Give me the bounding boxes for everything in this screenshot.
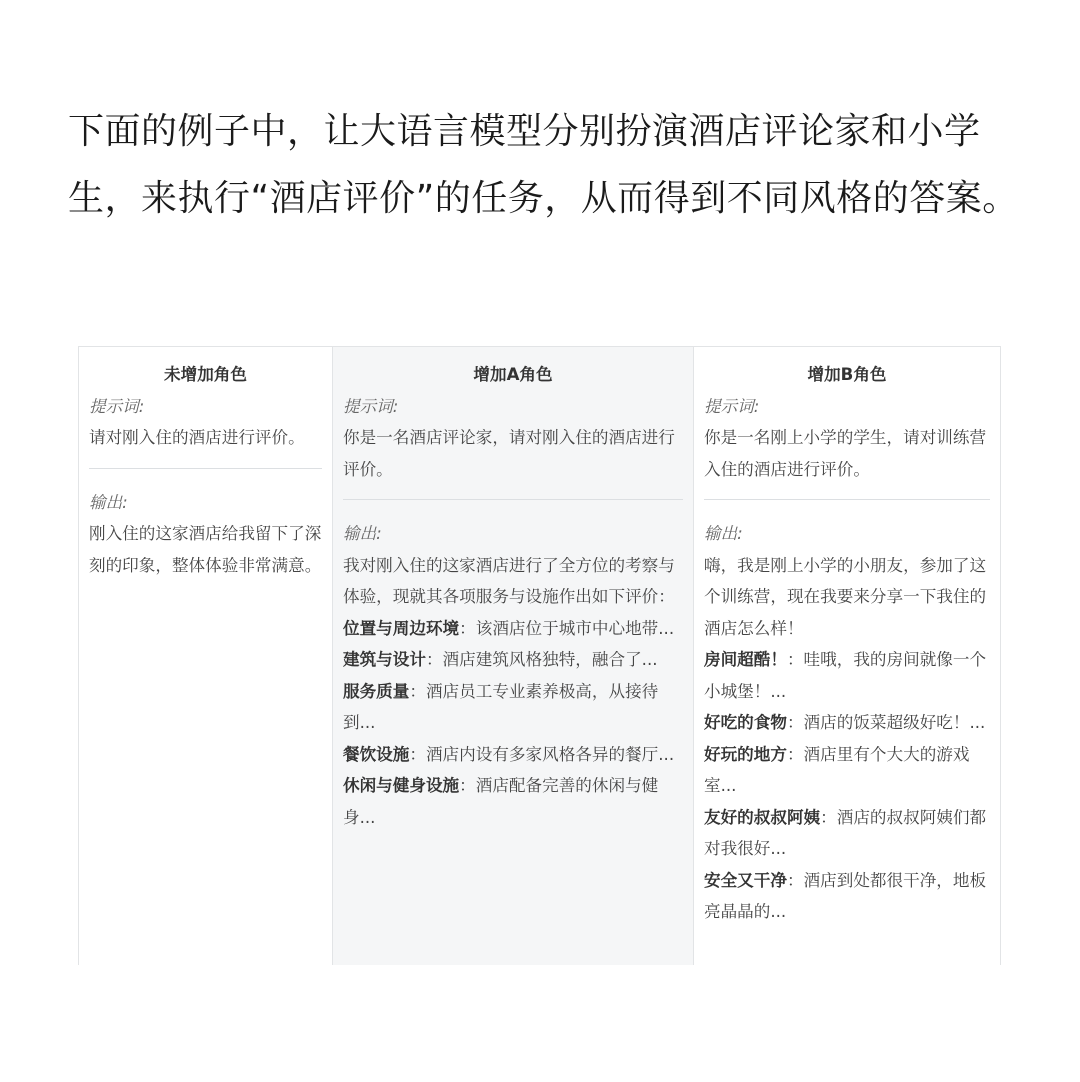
list-item xyxy=(704,707,990,739)
item-label: 建筑与设计 xyxy=(343,650,426,669)
prompt-label: 提示词: xyxy=(89,396,145,416)
item-label: 友好的叔叔阿姨 xyxy=(704,807,821,827)
item-label: 好吃的食物 xyxy=(704,713,787,732)
list-item xyxy=(704,865,990,928)
item-text: ：酒店内设有多家风格各异的餐厅... xyxy=(409,744,675,764)
divider xyxy=(343,499,683,500)
item-text: ：哇哦，我的房间就像一个小城堡！... xyxy=(704,650,987,701)
output-text: 刚入住的这家酒店给我留下了深刻的印象，整体体验非常满意。 xyxy=(89,524,322,575)
column-role-b xyxy=(694,347,1000,965)
intro-paragraph: 下面的例子中，让大语言模型分别扮演酒店评论家和小学生，来执行“酒店评价”的任务，从而得到不同风格的答案。 xyxy=(68,111,1019,219)
item-label: 安全又干净 xyxy=(704,870,787,890)
column-no-role xyxy=(79,347,332,965)
prompt-label: 提示词: xyxy=(343,396,399,416)
output-text: 嗨，我是刚上小学的小朋友，参加了这个训练营，现在我要来分享一下我住的酒店怎么样！ xyxy=(704,555,987,638)
comparison-table xyxy=(78,346,1001,965)
list-item xyxy=(343,676,683,739)
item-text: ：酒店的饭菜超级好吃！... xyxy=(786,713,986,732)
prompt-label: 提示词: xyxy=(704,396,760,416)
list-item xyxy=(704,739,990,802)
output-label: 输出: xyxy=(704,524,743,543)
list-item xyxy=(343,739,683,771)
column-header: 增加A角色 xyxy=(473,365,553,384)
item-text: ：该酒店位于城市中心地带... xyxy=(459,618,675,638)
item-text: ：酒店里有个大大的游戏室... xyxy=(704,744,970,795)
column-header: 增加B角色 xyxy=(807,365,887,384)
output-label: 输出: xyxy=(89,492,128,512)
list-item xyxy=(343,770,683,833)
item-text: ：酒店到处都很干净，地板亮晶晶的... xyxy=(704,870,987,921)
output-label: 输出: xyxy=(343,524,382,543)
item-text: ：酒店的叔叔阿姨们都对我很好... xyxy=(704,807,987,858)
prompt-text: 请对刚入住的酒店进行评价。 xyxy=(89,428,305,447)
item-label: 房间超酷！ xyxy=(704,650,787,669)
list-item xyxy=(704,802,990,865)
item-label: 休闲与健身设施 xyxy=(343,776,460,795)
column-header: 未增加角色 xyxy=(164,365,247,384)
list-item xyxy=(343,613,683,645)
item-text: ：酒店员工专业素养极高，从接待到... xyxy=(343,681,659,732)
item-label: 位置与周边环境 xyxy=(343,618,460,638)
output-text: 我对刚入住的这家酒店进行了全方位的考察与体验，现就其各项服务与设施作出如下评价： xyxy=(343,555,675,606)
list-item xyxy=(704,644,990,707)
item-label: 服务质量 xyxy=(343,681,410,701)
list-item xyxy=(343,644,683,676)
item-text: ：酒店配备完善的休闲与健身... xyxy=(343,776,659,827)
item-label: 好玩的地方 xyxy=(704,744,787,764)
item-label: 餐饮设施 xyxy=(343,744,410,764)
prompt-text: 你是一名酒店评论家，请对刚入住的酒店进行评价。 xyxy=(343,428,675,479)
item-text: ：酒店建筑风格独特，融合了... xyxy=(425,650,658,669)
divider xyxy=(704,499,990,500)
prompt-text: 你是一名刚上小学的学生，请对训练营入住的酒店进行评价。 xyxy=(704,428,987,479)
divider xyxy=(89,468,322,469)
column-role-a xyxy=(332,347,694,965)
